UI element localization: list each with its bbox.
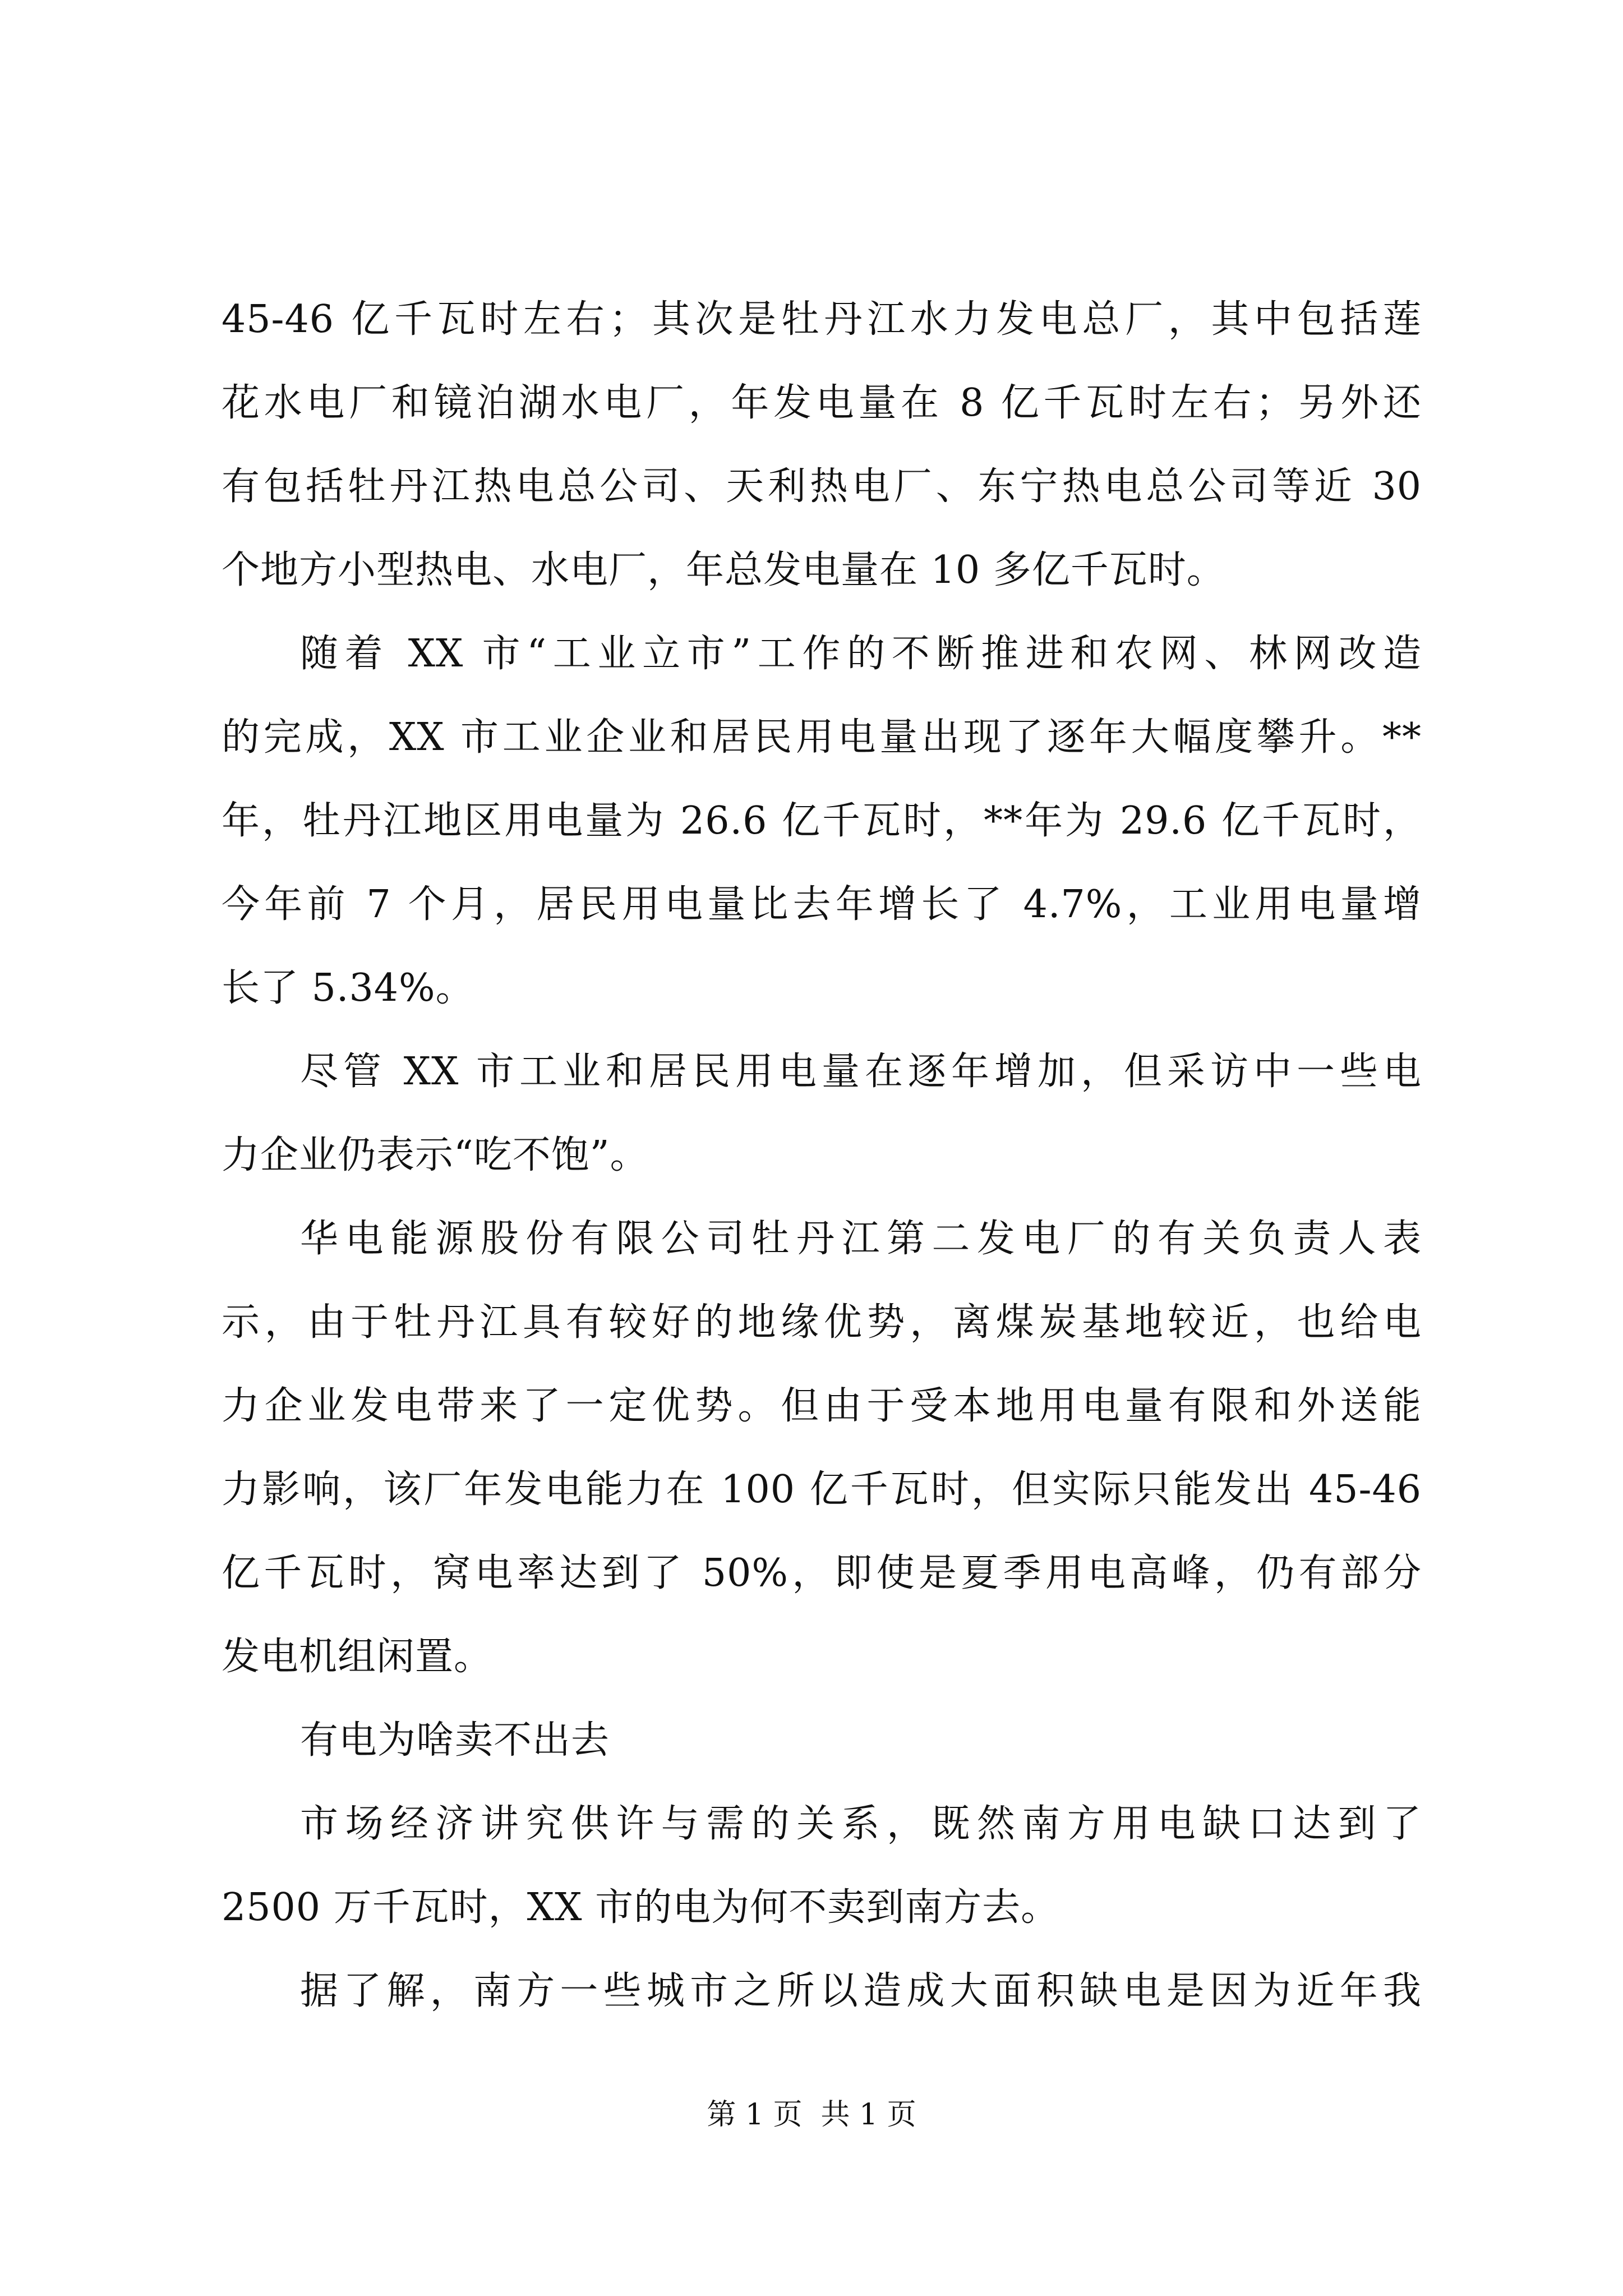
text-line: 华电能源股份有限公司牡丹江第二发电厂的有关负责人表	[300, 1217, 1422, 1261]
text-line: 有包括牡丹江热电总公司、天利热电厂、东宁热电总公司等近 30	[222, 464, 1422, 509]
text-line: 尽管 XX 市工业和居民用电量在逐年增加，但采访中一些电	[300, 1050, 1422, 1094]
page-footer: 第 1 页 共 1 页	[707, 2098, 916, 2132]
text-line: 示，由于牡丹江具有较好的地缘优势，离煤炭基地较近，也给电	[222, 1300, 1422, 1345]
text-line: 市场经济讲究供许与需的关系，既然南方用电缺口达到了	[300, 1802, 1422, 1846]
text-line: 亿千瓦时，窝电率达到了 50%，即使是夏季用电高峰，仍有部分	[222, 1551, 1422, 1595]
text-line: 力企业发电带来了一定优势。但由于受本地用电量有限和外送能	[222, 1384, 1422, 1428]
text-line: 今年前 7 个月，居民用电量比去年增长了 4.7%，工业用电量增	[222, 882, 1422, 927]
text-line: 长了 5.34%。	[222, 966, 474, 1010]
text-line: 随着 XX 市“工业立市”工作的不断推进和农网、林网改造	[300, 632, 1422, 676]
text-line: 年，牡丹江地区用电量为 26.6 亿千瓦时，**年为 29.6 亿千瓦时，	[222, 799, 1422, 843]
section-heading: 有电为啥卖不出去	[300, 1718, 610, 1763]
text-line: 发电机组闲置。	[222, 1635, 493, 1679]
text-line: 个地方小型热电、水电厂，年总发电量在 10 多亿千瓦时。	[222, 548, 1225, 592]
text-line: 力影响，该厂年发电能力在 100 亿千瓦时，但实际只能发出 45-46	[222, 1467, 1422, 1512]
text-line: 45-46 亿千瓦时左右；其次是牡丹江水力发电总厂，其中包括莲	[222, 297, 1422, 342]
text-line: 据了解，南方一些城市之所以造成大面积缺电是因为近年我	[300, 1969, 1422, 2013]
text-line: 2500 万千瓦时，XX 市的电为何不卖到南方去。	[222, 1885, 1060, 1930]
text-line: 的完成，XX 市工业企业和居民用电量出现了逐年大幅度攀升。**	[222, 715, 1422, 760]
text-line: 花水电厂和镜泊湖水电厂，年发电量在 8 亿千瓦时左右；另外还	[222, 381, 1422, 425]
text-line: 力企业仍表示“吃不饱”。	[222, 1133, 649, 1177]
